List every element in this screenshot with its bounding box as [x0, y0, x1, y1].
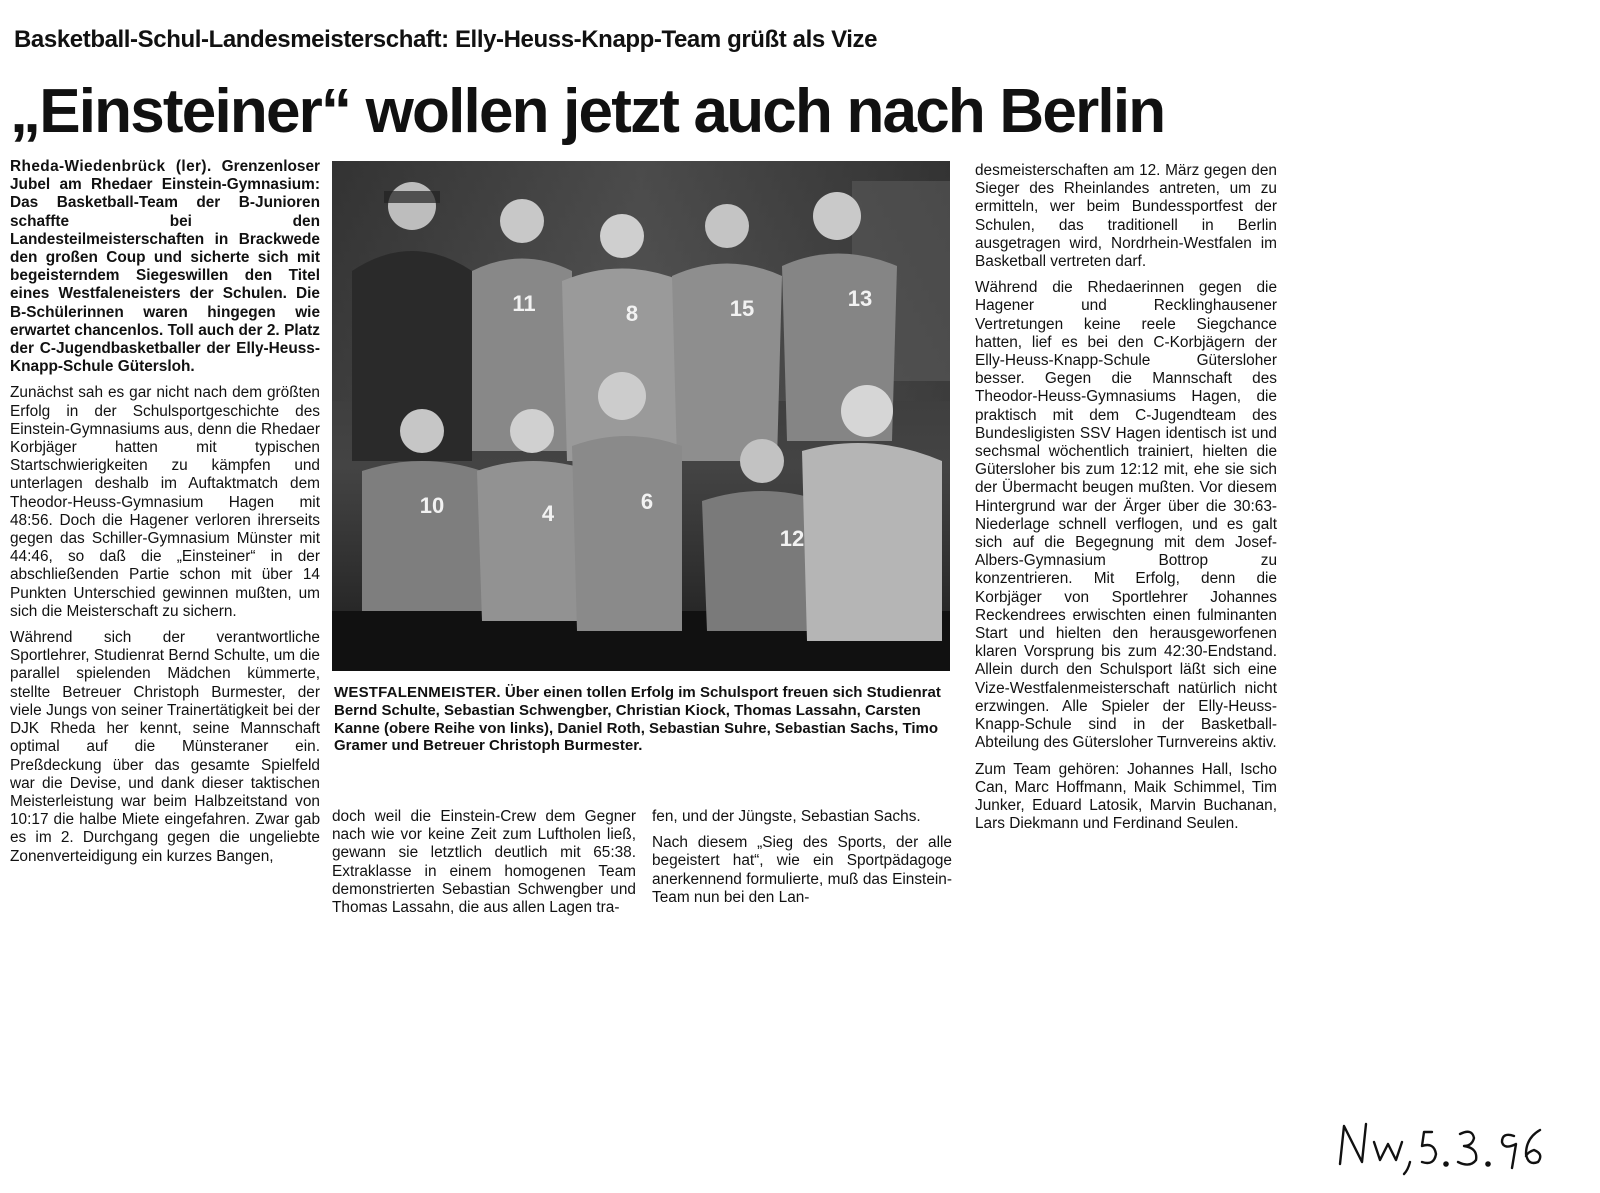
article-headline: „Einsteiner“ wollen jetzt auch nach Berlin	[10, 77, 1165, 146]
article-kicker: Basketball-Schul-Landesmeisterschaft: Elly-Heuss-Knapp-Team grüßt als Vize	[14, 26, 878, 53]
jersey-number: 10	[419, 493, 445, 518]
article-column-2	[332, 808, 636, 925]
jersey-number: 8	[625, 301, 639, 326]
handwritten-date-signature	[1326, 1112, 1586, 1182]
article-column-4	[975, 162, 1277, 841]
body-paragraph: Während sich der verantwortliche Sportlehrer, Studienrat Bernd Schulte, um die parallel spielenden Mädchen kümmerte, stellte Betreuer Christoph Burmester, der viele Jungs von seiner Trainertätigkeit bei der DJK Rheda her kennt, seine Mannschaft optimal auf die Münsteraner ein. Preßdeckung über das gesamte Spielfeld war die Devise, und dank dieser taktischen Meisterleistung war beim Halbzeitstand von 10:17 die halbe Miete eingefahren. Zwar gab es im 2. Durchgang gegen die ungeliebte Zonenverteidigung ein kurzes Bangen,	[10, 629, 320, 865]
team-photo	[332, 161, 950, 671]
jersey-number: 12	[779, 526, 805, 551]
body-paragraph: Zum Team gehören: Johannes Hall, Ischo Can, Marc Hoffmann, Maik Schimmel, Tim Junker, Eduard Latosik, Marvin Buchanan, Lars Diekmann und Ferdinand Seulen.	[975, 760, 1277, 833]
article-column-1	[10, 158, 320, 874]
body-paragraph: fen, und der Jüngste, Sebastian Sachs.	[652, 808, 921, 825]
dateline: Rheda-Wiedenbrück (ler).	[10, 158, 212, 175]
article-column-3	[652, 808, 952, 915]
jersey-number: 13	[847, 286, 873, 311]
body-paragraph: Nach diesem „Sieg des Sports, der alle begeistert hat“, wie ein Sportpädagoge anerkennend formulierte, muß das Einstein-Team nun bei den Lan-	[652, 834, 952, 906]
lead-paragraph	[10, 158, 320, 376]
caption-text: Über einen tollen Erfolg im Schulsport freuen sich Studienrat Bernd Schulte, Sebastian Schwengber, Christian Kiock, Thomas Lassahn, Carsten Kanne (obere Reihe von links), Daniel Roth, Sebastian Suhre, Sebastian Sachs, Timo Gramer und Betreuer Christoph Burmester.	[334, 684, 941, 755]
body-paragraph: desmeisterschaften am 12. März gegen den Sieger des Rheinlandes antreten, um zu ermitteln, wer beim Bundessportfest der Schulen, das traditionell in Berlin ausgetragen wird, Nordrhein-Westfalen im Basketball vertreten darf.	[975, 162, 1277, 271]
photo-caption	[334, 684, 944, 755]
jersey-number: 6	[640, 489, 654, 514]
lead-text: Grenzenloser Jubel am Rhedaer Einstein-Gymnasium: Das Basketball-Team der B-Junioren schaffte bei den Landesteilmeisterschaften in Brackwede den großen Coup und sicherte sich mit begeisterndem Siegeswillen den Titel eines Westfaleneisters der Schulen. Die B-Schülerinnen waren hingegen wie erwartet chancenlos. Toll auch der 2. Platz der C-Jugendbasketballer der Elly-Heuss-Knapp-Schule Gütersloh.	[10, 158, 320, 376]
body-paragraph: Zunächst sah es gar nicht nach dem größten Erfolg in der Schulsportgeschichte des Einstein-Gymnasiums aus, denn die Rhedaer Korbjäger hatten mit typischen Startschwierigkeiten zu kämpfen und unterlagen deshalb im Auftaktmatch dem Theodor-Heuss-Gymnasium Hagen mit 48:56. Doch die Hagener verloren ihrerseits gegen das Schiller-Gymnasium Münster mit 44:46, so daß die „Einsteiner“ in der abschließenden Partie schon mit über 14 Punkten Unterschied gewinnen mußten, um sich die Meisterschaft zu sichern.	[10, 384, 320, 620]
body-paragraph: doch weil die Einstein-Crew dem Gegner nach wie vor keine Zeit zum Luftholen ließ, gewann sie letztlich deutlich mit 65:38. Extraklasse in einem homogenen Team demonstrierten Sebastian Schwengber und Thomas Lassahn, die aus allen Lagen tra-	[332, 808, 636, 917]
jersey-number: 11	[512, 291, 536, 316]
jersey-number: 4	[541, 501, 555, 526]
jersey-number: 15	[729, 296, 755, 321]
caption-head: WESTFALENMEISTER.	[334, 684, 501, 701]
body-paragraph: Während die Rhedaerinnen gegen die Hagener und Recklinghausener Vertretungen keine reele Siegchance hatten, lief es bei den C-Korbjägern der Elly-Heuss-Knapp-Schule Gütersloher besser. Gegen die Mannschaft des Theodor-Heuss-Gymnasiums Hagen, die praktisch mit dem C-Jugendteam des Bundesligisten SSV Hagen identisch ist und sechsmal wöchentlich trainiert, hielten die Gütersloher bis zum 12:12 mit, ehe sie sich der Übermacht beugen mußten. Vor diesem Hintergrund war der Ärger über die 30:63-Niederlage schnell verflogen, und es galt sich auf die Begegnung mit dem Josef-Albers-Gymnasium Bottrop zu konzentrieren. Mit Erfolg, denn die Korbjäger von Sportlehrer Johannes Reckendrees erwischten einen fulminanten Start und hielten den herausgeworfenen klaren Vorsprung bis zum 42:30-Endstand. Allein durch den Schulsport läßt sich eine Vize-Westfalenmeisterschaft natürlich nicht erzwingen. Alle Spieler der Elly-Heuss-Knapp-Schule sind in der Basketball-Abteilung des Gütersloher Turnvereins aktiv.	[975, 279, 1277, 752]
